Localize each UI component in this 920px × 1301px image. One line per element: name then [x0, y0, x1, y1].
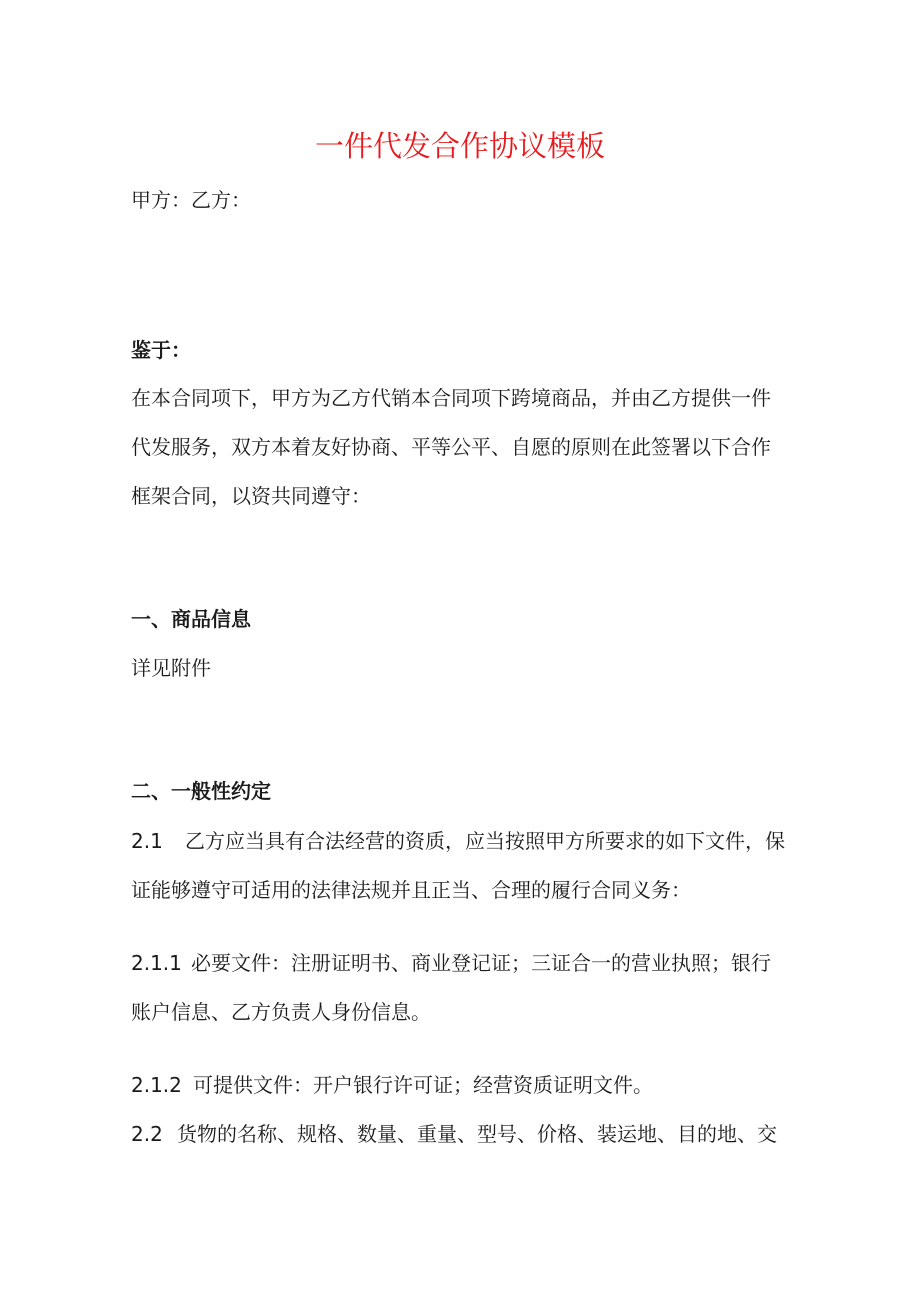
clause-text: 乙方应当具有合法经营的资质，应当按照甲方所要求的如下文件，保	[185, 829, 785, 853]
clause-number: 2.1.2	[131, 1073, 182, 1097]
clause-2-2-line	[131, 1120, 777, 1148]
clause-number: 2.2	[131, 1122, 163, 1146]
section-2-heading: 二、一般性约定	[131, 779, 271, 803]
clause-number: 2.1.1	[131, 951, 182, 975]
clause-2-1-line-1	[131, 827, 785, 855]
clause-text: 货物的名称、规格、数量、重量、型号、价格、装运地、目的地、交	[177, 1122, 777, 1146]
recital-heading: 鉴于：	[131, 338, 191, 362]
clause-2-1-1-line-2: 账户信息、乙方负责人身份信息。	[131, 1000, 431, 1024]
clause-2-1-line-2: 证能够遵守可适用的法律法规并且正当、合理的履行合同义务：	[131, 878, 691, 902]
clause-text: 必要文件：注册证明书、商业登记证；三证合一的营业执照；银行	[191, 951, 771, 975]
parties-line: 甲方：乙方：	[131, 188, 251, 212]
recital-line-2: 代发服务，双方本着友好协商、平等公平、自愿的原则在此签署以下合作	[131, 435, 771, 459]
document-title: 一件代发合作协议模板	[314, 129, 605, 163]
clause-2-1-2-line	[131, 1071, 653, 1099]
section-1-body: 详见附件	[131, 656, 211, 680]
section-1-heading: 一、商品信息	[131, 607, 251, 631]
clause-text: 可提供文件：开户银行许可证；经营资质证明文件。	[193, 1073, 653, 1097]
clause-2-1-1-line-1	[131, 949, 771, 977]
clause-number: 2.1	[131, 829, 163, 853]
recital-line-3: 框架合同，以资共同遵守：	[131, 484, 371, 508]
recital-line-1: 在本合同项下，甲方为乙方代销本合同项下跨境商品，并由乙方提供一件	[131, 386, 771, 410]
